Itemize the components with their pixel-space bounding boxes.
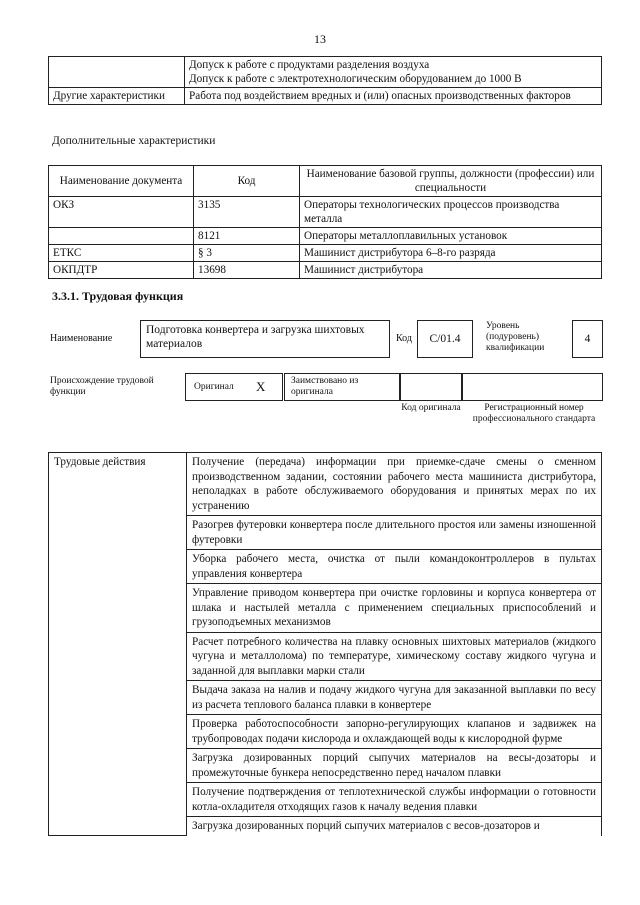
code-label: Код bbox=[396, 333, 412, 344]
action-item: Получение подтверждения от теплотехнической службы информации о готовности котла-охладителя отходящих газов к началу ведения плавки bbox=[187, 783, 601, 817]
action-item: Проверка работоспособности запорно-регулирующих клапанов и задвижек на трубопроводах подачи кислорода и охлаждающей воды к кислородной фурме bbox=[187, 715, 601, 749]
reg-number-box bbox=[462, 373, 603, 401]
level-box: 4 bbox=[572, 320, 603, 358]
borrowed-box bbox=[284, 373, 400, 401]
column-header: Наименование базовой группы, должности (профессии) или специальности bbox=[300, 166, 602, 197]
code-cell: 8121 bbox=[194, 228, 300, 245]
table-row bbox=[49, 57, 602, 88]
code-original-box bbox=[400, 373, 462, 401]
original-mark: X bbox=[256, 379, 266, 394]
additional-characteristics-table bbox=[48, 165, 602, 279]
action-item: Выдача заказа на налив и подачу жидкого чугуна для заказанной выплавки по весу из расчета теплового баланса плавки в конвертере bbox=[187, 681, 601, 715]
doc-cell: ОКПДТР bbox=[49, 262, 194, 279]
action-item: Расчет потребного количества на плавку основных шихтовых материалов (жидкого чугуна и металлолома) по температуре, химическому составу жидкого чугуна и заданной для выплавки марки стали bbox=[187, 633, 601, 682]
reg-number-caption: Регистрационный номер профессионального стандарта bbox=[472, 403, 596, 424]
name-cell: Операторы металлоплавильных установок bbox=[300, 228, 602, 245]
function-code-box: С/01.4 bbox=[417, 320, 473, 358]
action-item: Получение (передача) информации при приемке-сдаче смены о сменном производственном задании, состоянии рабочего места машиниста дистрибутора, неполадках в работе обслуживаемого оборудования и принятых мерах по их устранению bbox=[187, 453, 601, 516]
table-header-row bbox=[49, 166, 602, 197]
row-label: Другие характеристики bbox=[49, 88, 185, 105]
admission-line: Допуск к работе с электротехнологическим оборудованием до 1000 В bbox=[189, 73, 522, 85]
table-row bbox=[49, 453, 602, 836]
function-heading: 3.3.1. Трудовая функция bbox=[52, 289, 184, 303]
original-label: Оригинал bbox=[194, 382, 234, 392]
level-label: Уровень (подуровень) квалификации bbox=[486, 321, 545, 353]
name-cell: Машинист дистрибутора bbox=[300, 262, 602, 279]
table-row bbox=[49, 88, 602, 105]
name-label: Наименование bbox=[50, 333, 113, 344]
additional-characteristics-title: Дополнительные характеристики bbox=[52, 135, 216, 147]
action-item: Разогрев футеровки конвертера после длительного простоя или замены изношенной футеровки bbox=[187, 516, 601, 550]
column-header: Наименование документа bbox=[49, 166, 194, 197]
code-cell: 3135 bbox=[194, 197, 300, 228]
doc-cell: ОКЗ bbox=[49, 197, 194, 228]
action-item: Управление приводом конвертера при очистке горловины и корпуса конвертера от шлака и настылей металла с применением специальных приспособлений и грузоподъемных механизмов bbox=[187, 584, 601, 633]
name-cell: Машинист дистрибутора 6–8-го разряда bbox=[300, 245, 602, 262]
function-name-box: Подготовка конвертера и загрузка шихтовых материалов bbox=[140, 320, 390, 358]
doc-cell bbox=[49, 228, 194, 245]
page-number: 13 bbox=[314, 32, 326, 46]
row-value: Работа под воздействием вредных и (или) опасных производственных факторов bbox=[185, 88, 602, 105]
table-row bbox=[49, 197, 602, 228]
column-header: Код bbox=[194, 166, 300, 197]
table-row bbox=[49, 262, 602, 279]
action-item: Загрузка дозированных порций сыпучих материалов с весов-дозаторов и bbox=[192, 820, 540, 832]
doc-cell: ЕТКС bbox=[49, 245, 194, 262]
actions-list bbox=[187, 453, 602, 836]
table-row bbox=[49, 245, 602, 262]
borrowed-label: Заимствовано из оригинала bbox=[291, 376, 359, 397]
row-label bbox=[49, 57, 185, 88]
name-cell: Операторы технологических процессов производства металла bbox=[300, 197, 602, 228]
labour-actions-table bbox=[48, 452, 602, 836]
original-box bbox=[185, 373, 283, 401]
origin-label: Происхождение трудовой функции bbox=[50, 376, 154, 397]
table-row bbox=[49, 228, 602, 245]
qualification-requirements-table bbox=[48, 56, 602, 105]
row-value bbox=[185, 57, 602, 88]
code-original-caption: Код оригинала bbox=[401, 403, 461, 413]
admission-line: Допуск к работе с продуктами разделения воздуха bbox=[189, 59, 430, 71]
actions-label: Трудовые действия bbox=[49, 453, 187, 836]
action-item: Загрузка дозированных порций сыпучих материалов на весы-дозаторы и промежуточные бункера непосредственно перед началом плавки bbox=[187, 749, 601, 783]
action-item: Уборка рабочего места, очистка от пыли командоконтроллеров в пультах управления конвертера bbox=[187, 550, 601, 584]
code-cell: § 3 bbox=[194, 245, 300, 262]
code-cell: 13698 bbox=[194, 262, 300, 279]
